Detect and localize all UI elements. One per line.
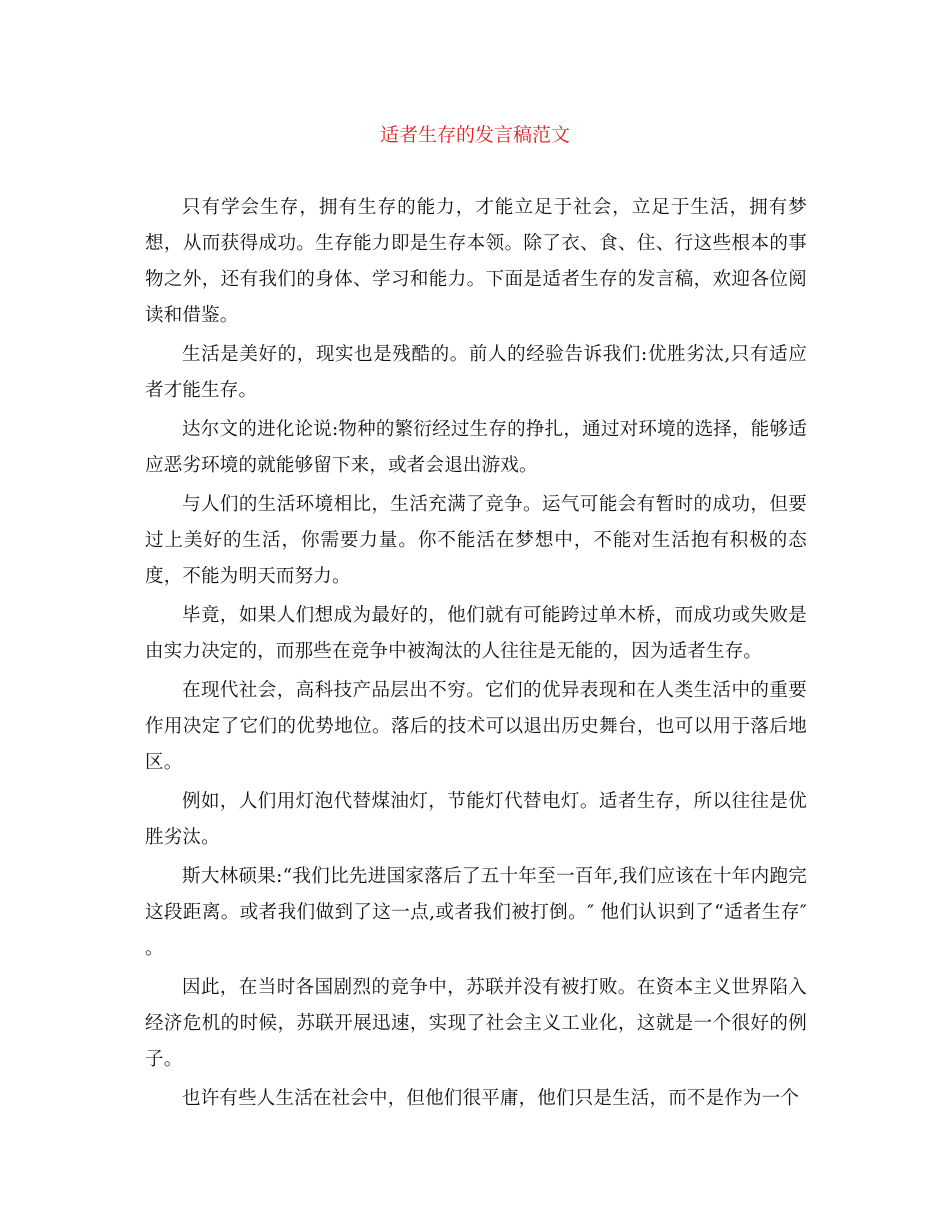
paragraph-4: 与人们的生活环境相比，生活充满了竞争。运气可能会有暂时的成功，但要过上美好的生活，你需要力量。你不能活在梦想中，不能对生活抱有积极的态度，不能为明天而努力。 (145, 494, 807, 587)
paragraph-5: 毕竟，如果人们想成为最好的，他们就有可能跨过单木桥，而成功或失败是由实力决定的，而那些在竞争中被淘汰的人往往是无能的，因为适者生存。 (145, 605, 807, 662)
document-title: 适者生存的发言稿范文 (379, 124, 570, 146)
document-body (145, 190, 807, 1120)
paragraph-6: 在现代社会，高科技产品层出不穷。它们的优异表现和在人类生活中的重要作用决定了它们的优势地位。落后的技术可以退出历史舞台，也可以用于落后地区。 (145, 680, 807, 773)
paragraph-3: 达尔文的进化论说:物种的繁衍经过生存的挣扎，通过对环境的选择，能够适应恶劣环境的就能够留下来，或者会退出游戏。 (145, 419, 807, 476)
paragraph-1: 只有学会生存，拥有生存的能力，才能立足于社会，立足于生活，拥有梦想，从而获得成功。生存能力即是生存本领。除了衣、食、住、行这些根本的事物之外，还有我们的身体、学习和能力。下面是适者生存的发言稿，欢迎各位阅读和借鉴。 (145, 197, 807, 326)
paragraph-10: 也许有些人生活在社会中，但他们很平庸，他们只是生活，而不是作为一个 (182, 1088, 800, 1109)
paragraph-8: 斯大林硕果:“我们比先进国家落后了五十年至一百年,我们应该在十年内跑完这段距离。或者我们做到了这一点,或者我们被打倒。″ 他们认识到了“适者生存″ 。 (145, 866, 807, 959)
paragraph-7: 例如，人们用灯泡代替煤油灯，节能灯代替电灯。适者生存，所以往往是优胜劣汰。 (145, 791, 807, 848)
paragraph-9: 因此，在当时各国剧烈的竞争中，苏联并没有被打败。在资本主义世界陷入经济危机的时候，苏联开展迅速，实现了社会主义工业化，这就是一个很好的例子。 (145, 977, 807, 1070)
paragraph-2: 生活是美好的，现实也是残酷的。前人的经验告诉我们:优胜劣汰,只有适应者才能生存。 (145, 344, 807, 401)
